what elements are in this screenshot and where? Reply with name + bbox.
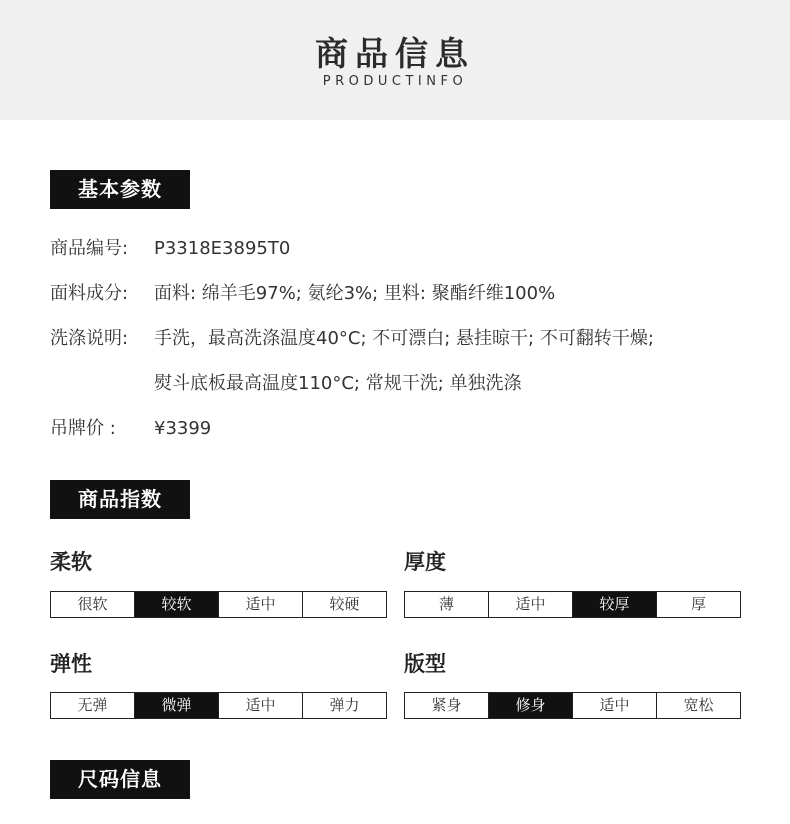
fit-scale xyxy=(404,692,741,719)
softness-option: 较软 xyxy=(134,592,218,617)
page-title: 商品信息 xyxy=(315,34,475,73)
section-basic-params: 基本参数 xyxy=(50,170,190,209)
param-wash xyxy=(50,325,654,353)
page-header xyxy=(0,0,790,120)
param-price xyxy=(50,415,211,443)
price-label: 吊牌价 : xyxy=(50,418,116,439)
thickness-option: 厚 xyxy=(656,592,740,617)
section-size-info: 尺码信息 xyxy=(50,760,190,799)
material-label: 面料成分: xyxy=(50,283,129,304)
fit-option: 修身 xyxy=(488,693,572,718)
param-product-code xyxy=(50,235,290,263)
wash-value-line1: 手洗，最高洗涤温度40°C; 不可漂白; 悬挂晾干; 不可翻转干燥; xyxy=(154,328,654,349)
softness-scale xyxy=(50,591,387,618)
softness-option: 适中 xyxy=(218,592,302,617)
metric-softness-title: 柔软 xyxy=(50,550,92,574)
elasticity-option: 无弹 xyxy=(77,696,108,714)
softness-option: 很软 xyxy=(77,595,108,613)
section-product-index: 商品指数 xyxy=(50,480,190,519)
thickness-option: 较厚 xyxy=(572,592,656,617)
fit-option: 紧身 xyxy=(431,696,462,714)
elasticity-option: 弹力 xyxy=(302,693,386,718)
elasticity-option: 适中 xyxy=(218,693,302,718)
price-value: ¥3399 xyxy=(154,418,212,439)
thickness-option: 适中 xyxy=(488,592,572,617)
metric-thickness-title: 厚度 xyxy=(404,550,446,574)
elasticity-option: 微弹 xyxy=(134,693,218,718)
material-value: 面料: 绵羊毛97%; 氨纶3%; 里料: 聚酯纤维100% xyxy=(154,283,556,304)
thickness-scale xyxy=(404,591,741,618)
product-code-value: P3318E3895T0 xyxy=(154,238,291,259)
wash-value-line2: 熨斗底板最高温度110°C; 常规干洗; 单独洗涤 xyxy=(154,373,522,394)
fit-option: 宽松 xyxy=(656,693,740,718)
fit-option: 适中 xyxy=(572,693,656,718)
thickness-option: 薄 xyxy=(438,595,454,613)
softness-option: 较硬 xyxy=(302,592,386,617)
param-material xyxy=(50,280,555,308)
metric-elasticity-title: 弹性 xyxy=(50,652,92,676)
page-subtitle: PRODUCTINFO xyxy=(322,74,468,89)
wash-label: 洗涤说明: xyxy=(50,328,129,349)
metric-fit-title: 版型 xyxy=(404,652,446,676)
product-code-label: 商品编号: xyxy=(50,238,129,259)
elasticity-scale xyxy=(50,692,387,719)
